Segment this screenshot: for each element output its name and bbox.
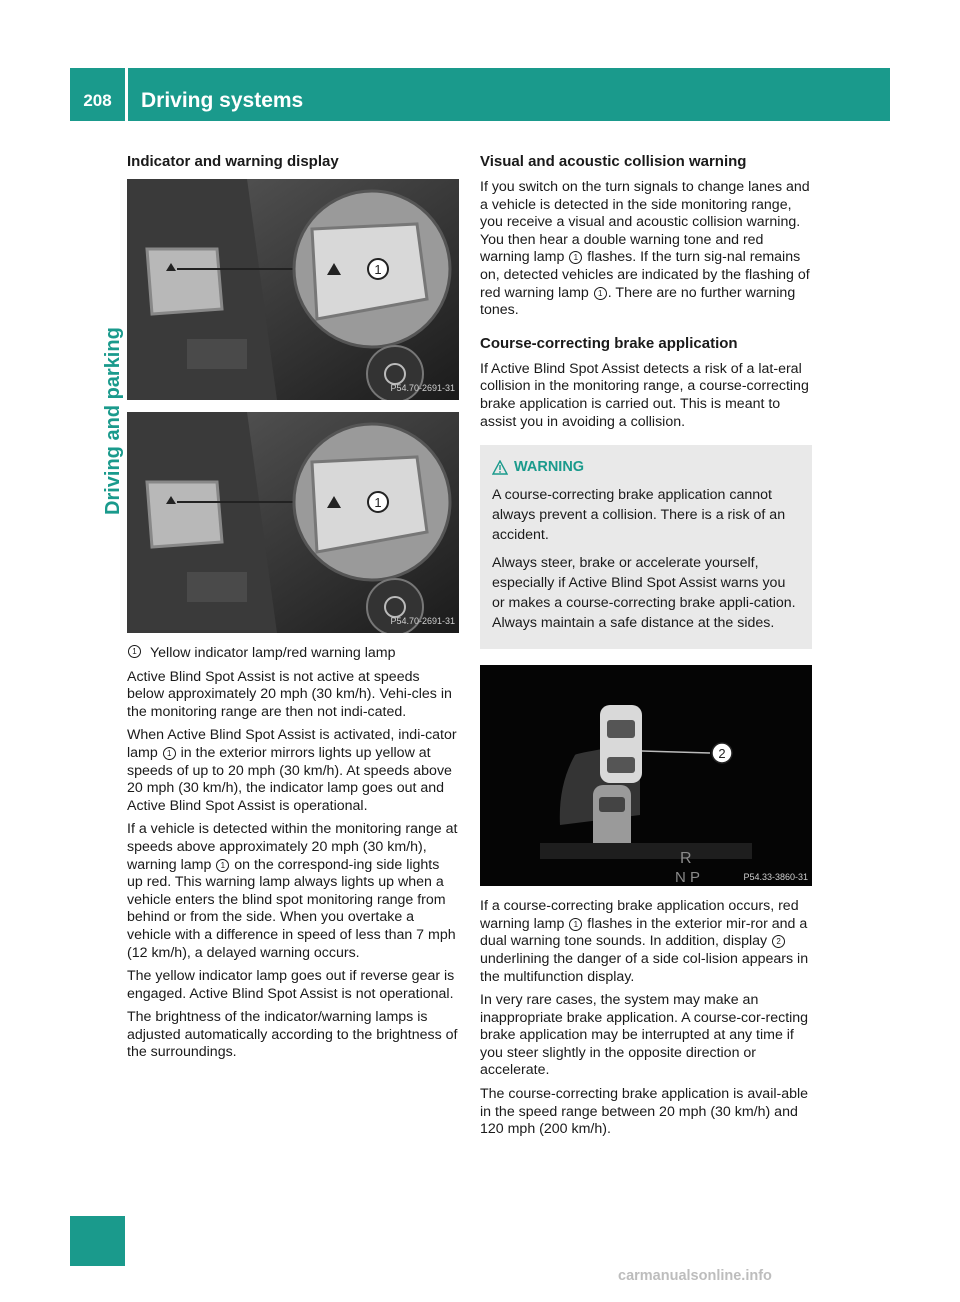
right-column: [480, 152, 812, 1145]
watermark: carmanualsonline.info: [618, 1268, 772, 1284]
figure-2-code: P54.70-2691-31: [390, 616, 455, 627]
side-tab-block: [70, 1216, 125, 1266]
section-heading-indicator: Indicator and warning display: [127, 153, 339, 170]
side-tab-label: Driving and parking: [102, 327, 124, 515]
callout-1-icon: 1: [594, 287, 607, 300]
legend-item-1: [127, 645, 459, 663]
paragraph: The yellow indicator lamp goes out if reverse gear is engaged. Active Blind Spot Assist is not operational.: [127, 968, 455, 1002]
warning-box: [480, 445, 812, 649]
paragraph: In very rare cases, the system may make an inappropriate brake application. A course-cor-recting brake application may be interrupted at any time if you steer slightly in the opposite direction or accelerate.: [480, 992, 809, 1079]
side-tab: [102, 155, 122, 1235]
warning-text: Always steer, brake or accelerate yourself, especially if Active Blind Spot Assist warns you or makes a course-correcting brake appli-cation. Always maintain a safe distance at the sides.: [492, 555, 796, 632]
header-divider: [125, 68, 128, 121]
callout-2-label: 2: [718, 746, 726, 762]
paragraph: If a course-correcting brake application occurs, red warning lamp 1 flashes in the exterior mir-ror and a dual warning tone sounds. In addition, display 2 underlining the danger of a side col-lision appears in the multifunction display.: [480, 898, 809, 985]
callout-1-icon: 1: [163, 747, 176, 760]
callout-2-icon: 2: [772, 935, 785, 948]
gear-r-label: R: [680, 850, 692, 868]
figure-1-code: P54.70-2691-31: [390, 383, 455, 394]
mirror-illustration-2: [127, 412, 459, 633]
callout-1-icon: 1: [569, 251, 582, 264]
paragraph: The brightness of the indicator/warning lamps is adjusted automatically according to the brightness of the surroundings.: [127, 1009, 458, 1061]
callout-1-icon: 1: [216, 859, 229, 872]
left-column: [127, 152, 459, 1068]
callout-1-label: 1: [374, 262, 382, 277]
callout-1-icon: 1: [128, 645, 141, 658]
warning-text: A course-correcting brake application cannot always prevent a collision. There is a risk of an accident.: [492, 487, 786, 544]
chapter-title: Driving systems: [141, 89, 304, 112]
warning-title: WARNING: [492, 457, 800, 477]
paragraph: If Active Blind Spot Assist detects a risk of a lat-eral collision in the monitoring range, a course-correcting brake application is carried out. This is meant to assist you in avoiding a collision.: [480, 360, 809, 430]
display-illustration: [480, 665, 812, 886]
callout-1-label: 1: [374, 495, 382, 510]
section-heading-brake-application: Course-correcting brake application: [480, 334, 738, 352]
page-number: 208: [83, 91, 112, 110]
section-heading-collision-warning: Visual and acoustic collision warning: [480, 153, 747, 170]
warning-triangle-icon: [492, 460, 508, 475]
paragraph: If a vehicle is detected within the monitoring range at speeds above approximately 20 mph (30 km/h), warning lamp 1 on the correspond-ing side lights up red. This warning lamp always lights up when a vehicle enters the blind spot monitoring range from behind or from the side. When you overtake a vehicle with a difference in speed of less than 7 mph (12 km/h), a delayed warning occurs.: [127, 821, 458, 961]
mirror-figure-2: [127, 412, 459, 633]
callout-1-icon: 1: [569, 918, 582, 931]
paragraph: The course-correcting brake application is avail-able in the speed range between 20 mph (30 km/h) and 120 mph (200 km/h).: [480, 1086, 809, 1138]
paragraph: When Active Blind Spot Assist is activated, indi-cator lamp 1 in the exterior mirrors lights up yellow at speeds of up to 20 mph (30 km/h). At speeds above 20 mph (30 km/h), the indicator lamp goes out and Active Blind Spot Assist is operational.: [127, 727, 457, 814]
mirror-figure-1: [127, 179, 459, 400]
paragraph: Active Blind Spot Assist is not active at speeds below approximately 20 mph (30 km/h). Vehi-cles in the monitoring range are then not indi-cated.: [127, 668, 452, 720]
display-figure-code: P54.33-3860-31: [743, 872, 808, 883]
gear-np-label: N P: [675, 869, 701, 887]
legend-1-text: Yellow indicator lamp/red warning lamp: [150, 645, 396, 661]
multifunction-display-figure: [480, 665, 812, 886]
paragraph: If you switch on the turn signals to change lanes and a vehicle is detected in the side monitoring range, you receive a visual and acoustic collision warning. You then hear a double warning tone and red warning lamp 1 flashes. If the turn sig-nal remains on, detected vehicles are indicated by the flashing of red warning lamp 1 . There are no further warning tones.: [480, 179, 810, 319]
mirror-illustration-1: [127, 179, 459, 400]
